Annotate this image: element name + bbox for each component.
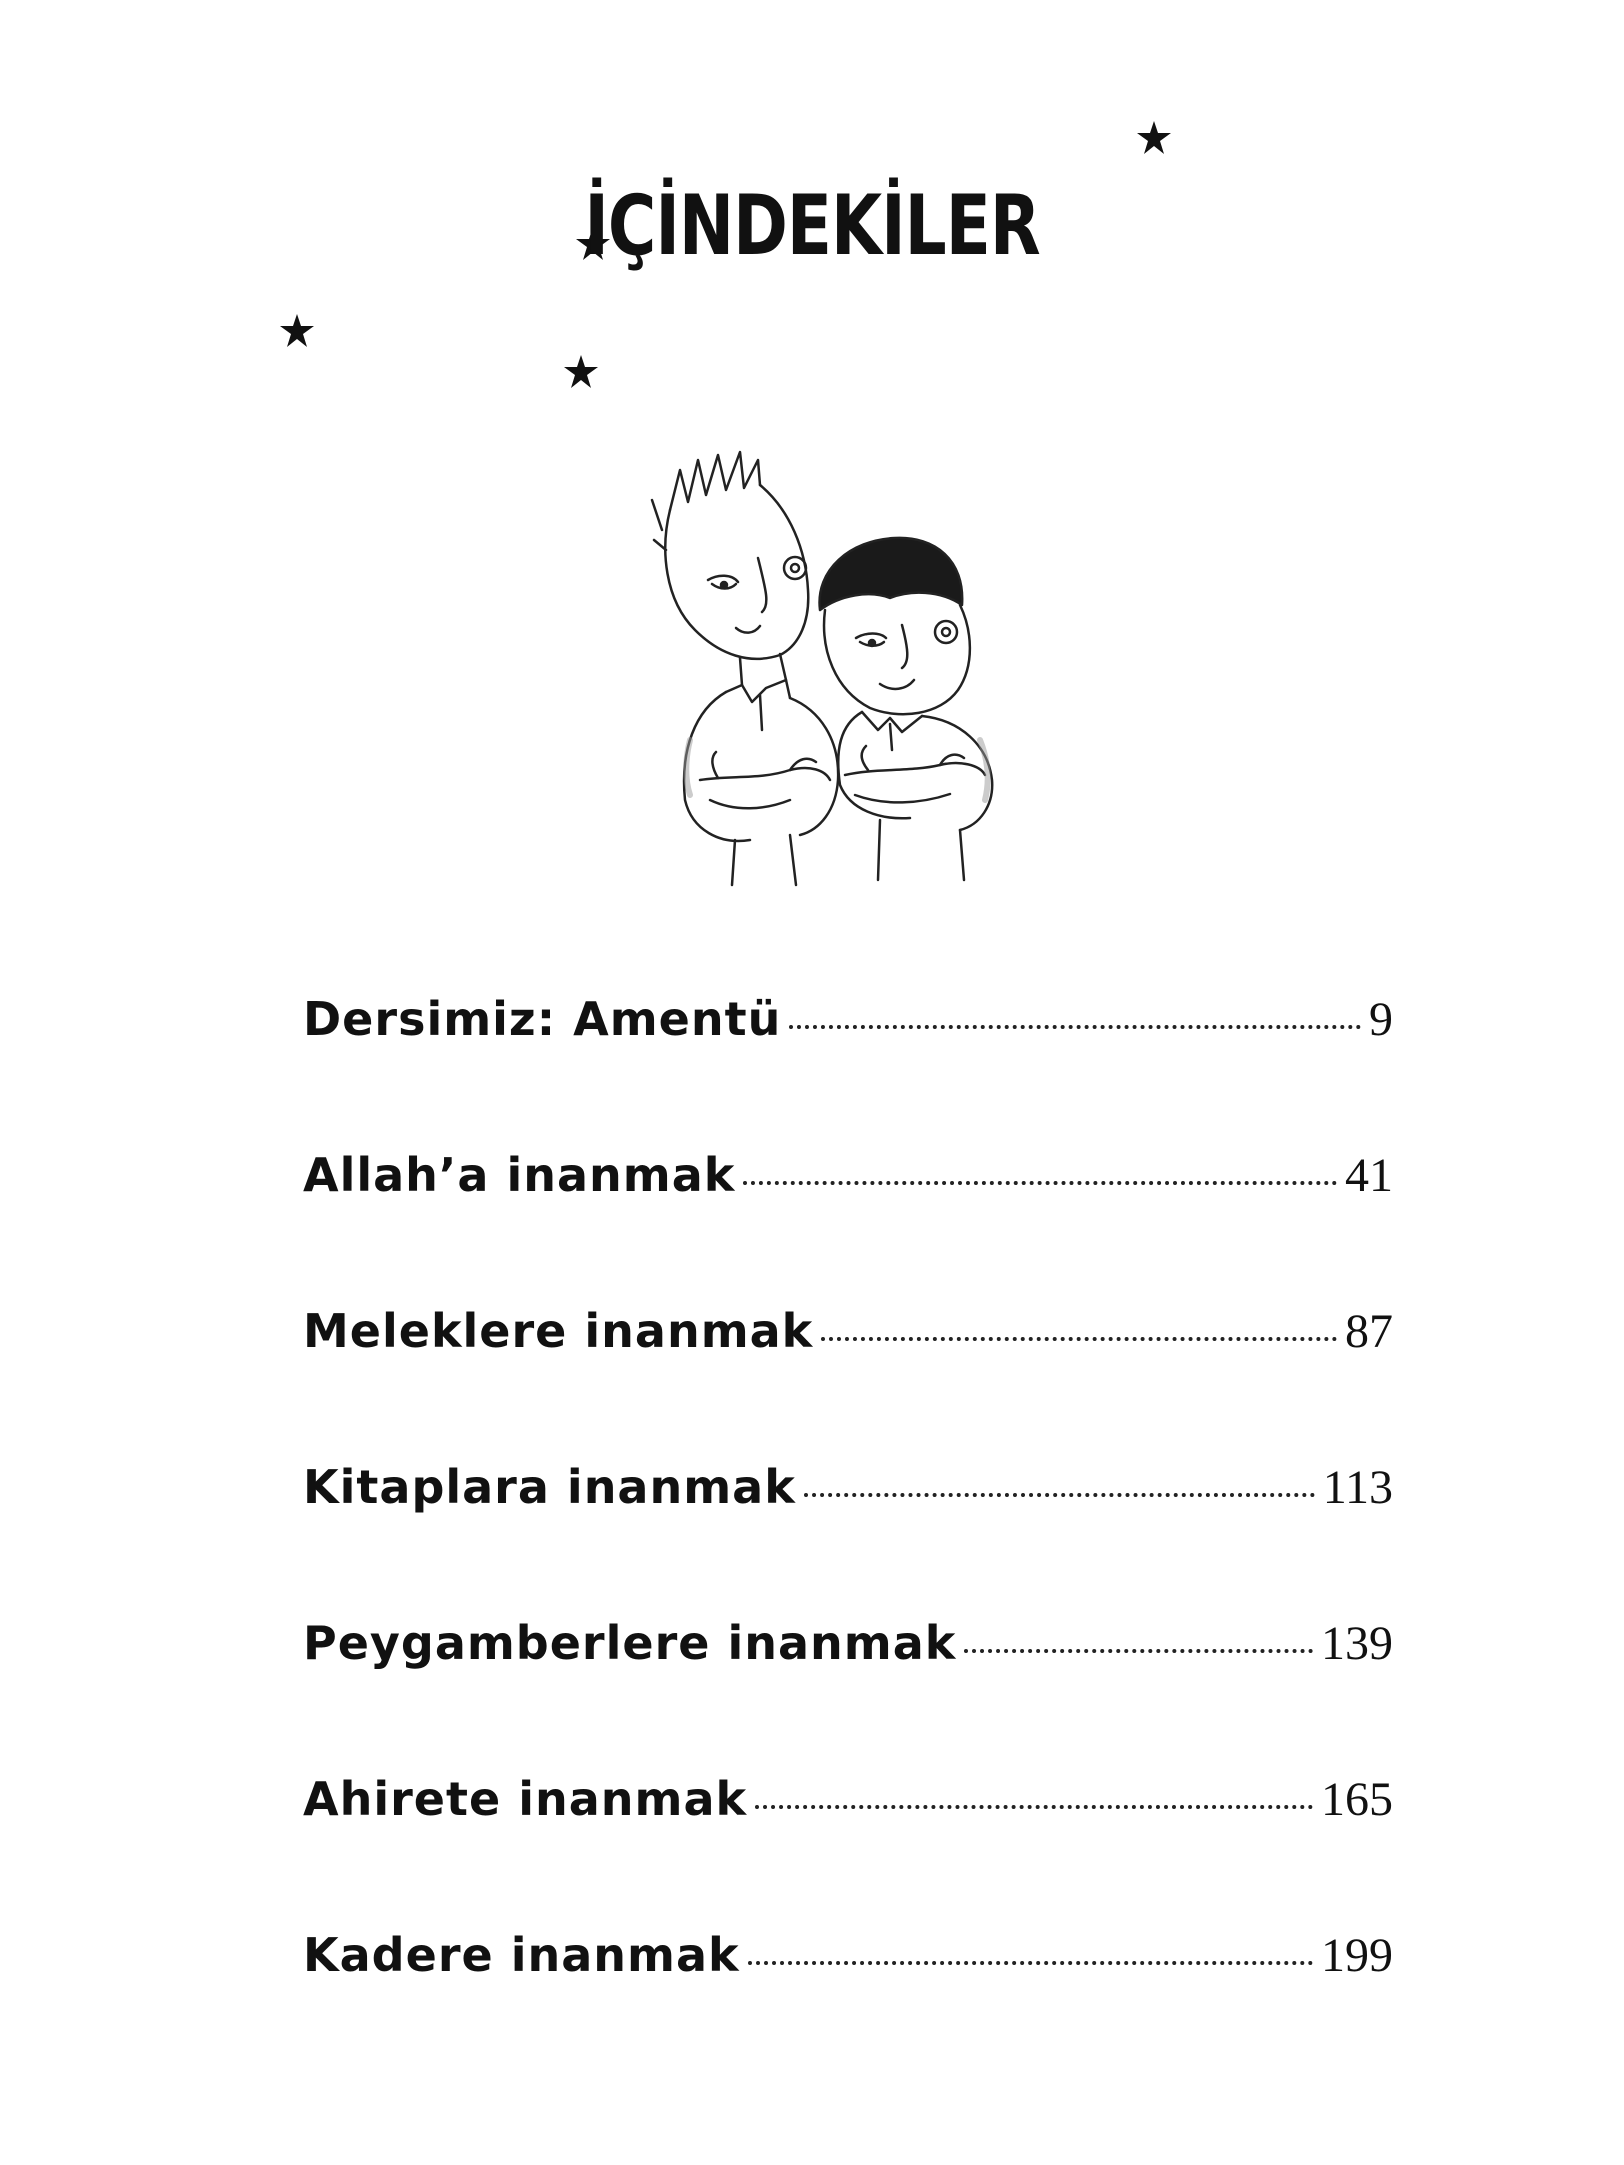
- table-of-contents: [303, 992, 1393, 2084]
- toc-entry-page: 41: [1345, 1149, 1393, 1202]
- toc-entry[interactable]: [303, 1304, 1393, 1460]
- star-icon: [279, 313, 315, 349]
- toc-entry[interactable]: [303, 1148, 1393, 1304]
- toc-entry-label: Dersimiz: Amentü: [303, 992, 782, 1046]
- dot-leader: [748, 1961, 1313, 1965]
- dot-leader: [743, 1181, 1337, 1185]
- toc-entry-label: Ahirete inanmak: [303, 1772, 748, 1826]
- toc-entry-label: Allah’a inanmak: [303, 1148, 736, 1202]
- toc-entry[interactable]: [303, 1616, 1393, 1772]
- toc-entry-page: 9: [1369, 993, 1393, 1046]
- toc-entry-page: 87: [1345, 1305, 1393, 1358]
- toc-entry[interactable]: [303, 1460, 1393, 1616]
- toc-entry-page: 165: [1321, 1773, 1393, 1826]
- dot-leader: [789, 1025, 1361, 1029]
- toc-entry-page: 113: [1322, 1461, 1393, 1514]
- dot-leader: [964, 1649, 1313, 1653]
- star-icon: [1136, 120, 1172, 156]
- dot-leader: [804, 1493, 1315, 1497]
- toc-entry[interactable]: [303, 1928, 1393, 2084]
- toc-entry-page: 139: [1321, 1617, 1393, 1670]
- toc-entry-label: Meleklere inanmak: [303, 1304, 814, 1358]
- dot-leader: [821, 1337, 1337, 1341]
- page-title: İÇİNDEKİLER: [584, 177, 1040, 274]
- toc-entry-page: 199: [1321, 1929, 1393, 1982]
- dot-leader: [755, 1805, 1313, 1809]
- toc-entry-label: Peygamberlere inanmak: [303, 1616, 957, 1670]
- star-icon: [563, 354, 599, 390]
- toc-entry-label: Kitaplara inanmak: [303, 1460, 796, 1514]
- boys-illustration: [640, 440, 1060, 890]
- toc-entry-label: Kadere inanmak: [303, 1928, 740, 1982]
- toc-entry[interactable]: [303, 1772, 1393, 1928]
- toc-entry[interactable]: [303, 992, 1393, 1148]
